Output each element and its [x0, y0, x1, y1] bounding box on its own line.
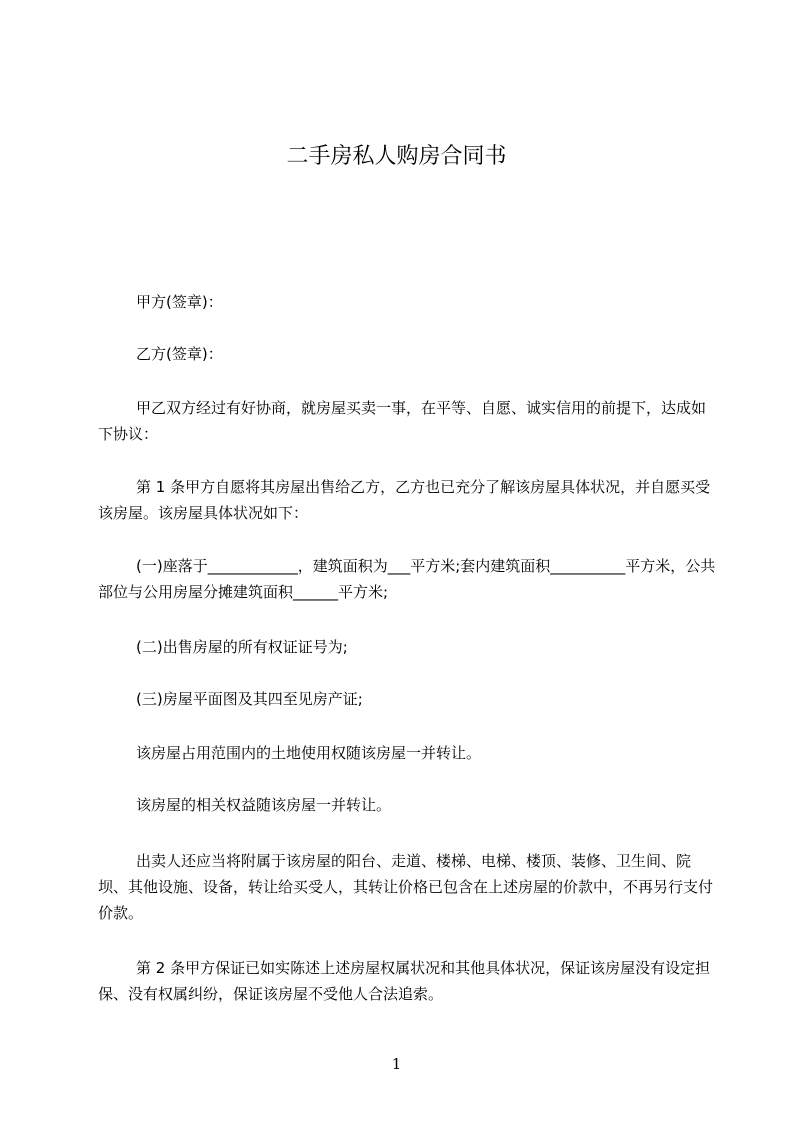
party-b-signature-line: 乙方(签章)： [136, 345, 223, 363]
land-use-rights-paragraph: 该房屋占用范围内的土地使用权随该房屋一并转让。 [136, 744, 482, 762]
article-2-paragraph: 第 2 条甲方保证已如实陈述上述房屋权属状况和其他具体状况，保证该房屋没有设定担保、没有权属纠纷，保证该房屋不受他人合法追索。 [98, 959, 711, 1003]
related-rights-paragraph: 该房屋的相关权益随该房屋一并转让。 [136, 796, 392, 814]
page-number: 1 [391, 1055, 402, 1073]
article-1-paragraph: 第 1 条甲方自愿将其房屋出售给乙方，乙方也已充分了解该房屋具体状况，并自愿买受该房屋。该房屋具体状况如下： [98, 478, 711, 522]
party-a-signature-line: 甲方(签章)： [136, 293, 223, 311]
attached-facilities-paragraph: 出卖人还应当将附属于该房屋的阳台、走道、楼梯、电梯、楼顶、装修、卫生间、院坝、其他设施、设备，转让给买受人，其转让价格已包含在上述房屋的价款中，不再另行支付价款。 [98, 852, 714, 922]
property-location-paragraph: (一)座落于____________，建筑面积为___平方米;套内建筑面积__________平方米，公共部位与公用房屋分摊建筑面积______平方米; [98, 557, 716, 601]
floor-plan-paragraph: (三)房屋平面图及其四至见房产证; [136, 690, 363, 708]
agreement-intro-paragraph: 甲乙双方经过有好协商，就房屋买卖一事，在平等、自愿、诚实信用的前提下，达成如下协议： [98, 399, 707, 443]
ownership-certificate-paragraph: (二)出售房屋的所有权证证号为; [136, 638, 348, 656]
document-title: 二手房私人购房合同书 [286, 144, 507, 169]
